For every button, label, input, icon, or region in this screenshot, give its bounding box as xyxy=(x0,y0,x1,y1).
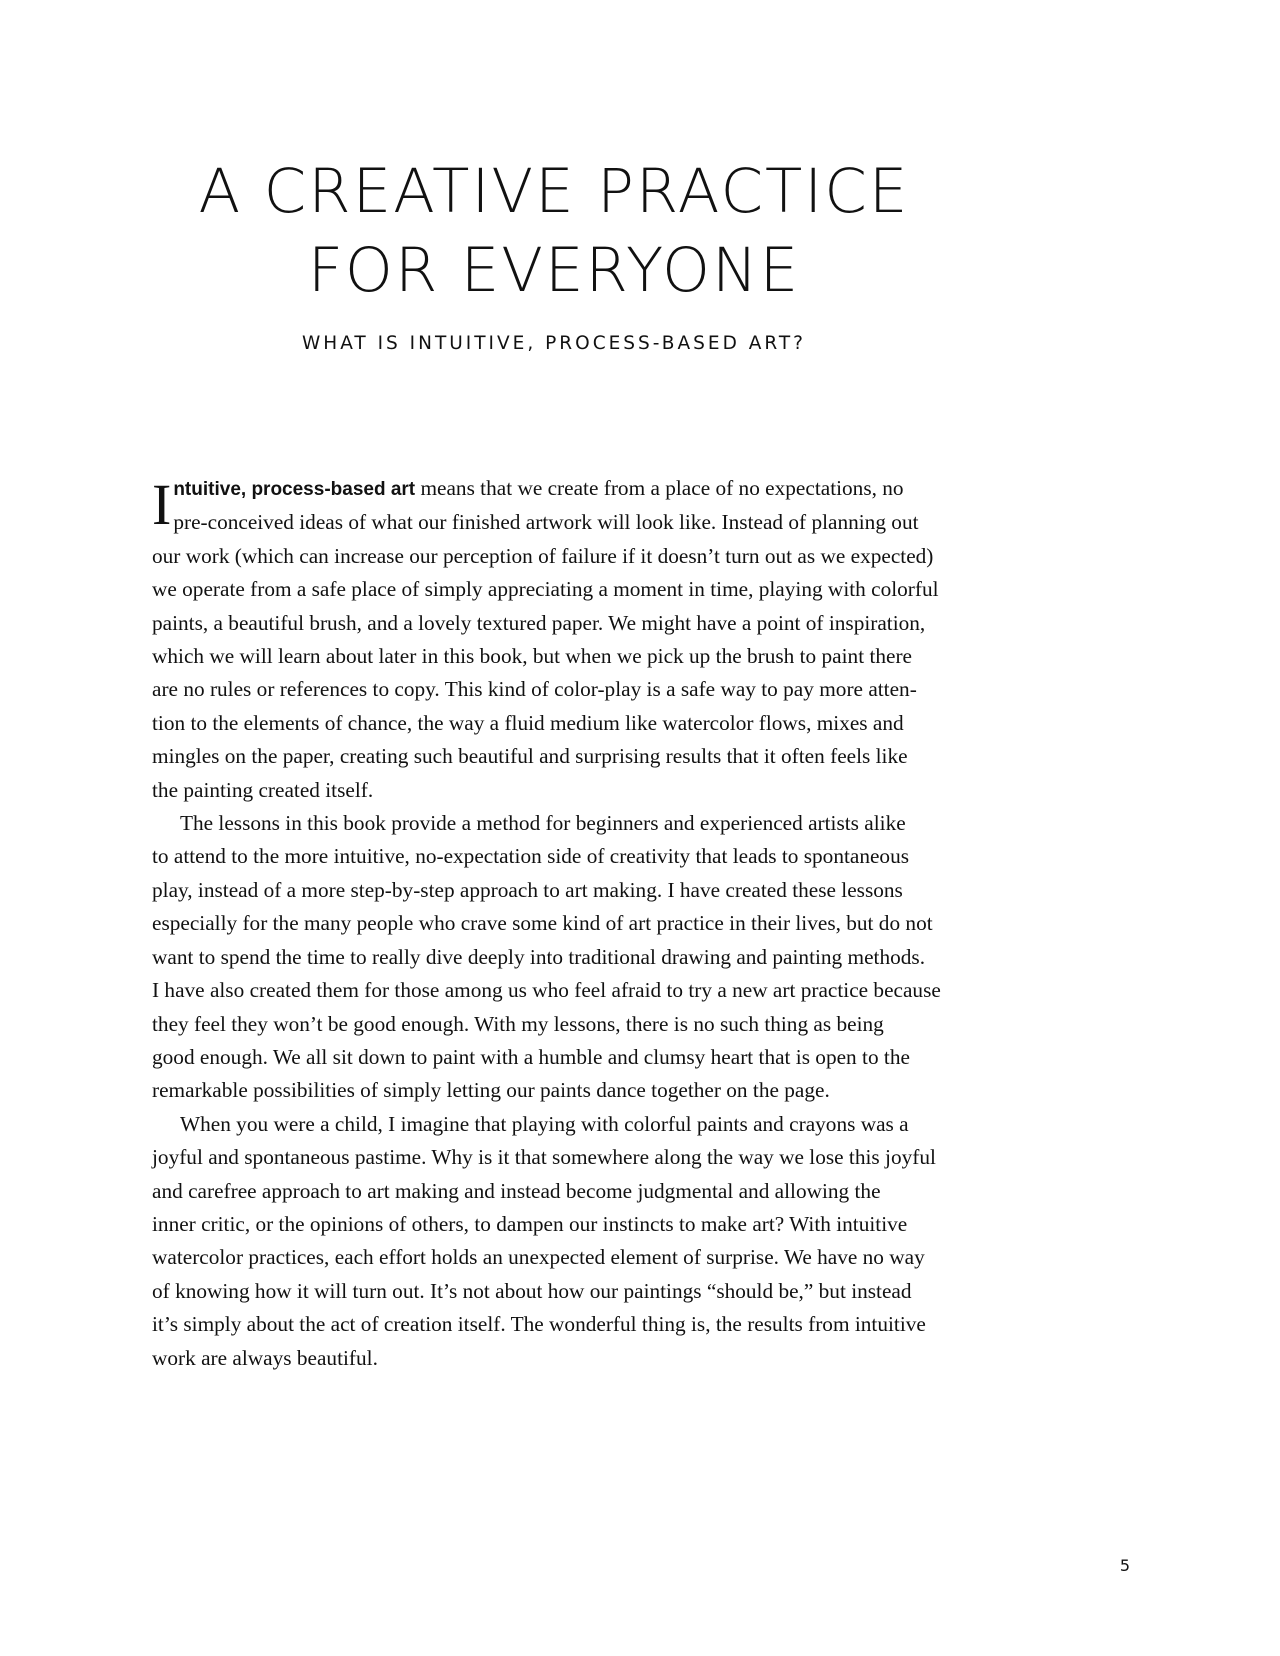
drop-cap: I xyxy=(152,472,172,537)
paragraph-2 xyxy=(152,807,962,1108)
paragraph-2-line: remarkable possibilities of simply letting our paints dance together on the page. xyxy=(152,1078,830,1103)
paragraph-1-line: paints, a beautiful brush, and a lovely textured paper. We might have a point of inspiration, xyxy=(152,610,926,635)
lead-in-text: ntuitive, process-based art xyxy=(173,479,416,500)
paragraph-3-line: When you were a child, I imagine that playing with colorful paints and crayons was a xyxy=(180,1111,909,1136)
paragraph-3-line: of knowing how it will turn out. It’s not about how our paintings “should be,” but instead xyxy=(152,1278,912,1303)
paragraph-1-line: which we will learn about later in this book, but when we pick up the brush to paint there xyxy=(152,644,913,669)
paragraph-1-line: we operate from a safe place of simply appreciating a moment in time, playing with colorful xyxy=(152,577,939,602)
page-title-line-1: A CREATIVE PRACTICE xyxy=(198,156,910,227)
paragraph-1-line: tion to the elements of chance, the way a fluid medium like watercolor flows, mixes and xyxy=(152,710,904,735)
paragraph-2-line: play, instead of a more step-by-step approach to art making. I have created these lessons xyxy=(152,877,903,902)
paragraph-2-line: especially for the many people who crave some kind of art practice in their lives, but do not xyxy=(152,911,933,936)
paragraph-2-line: I have also created them for those among us who feel afraid to try a new art practice because xyxy=(152,978,941,1003)
section-subtitle: WHAT IS INTUITIVE, PROCESS-BASED ART? xyxy=(301,333,806,354)
paragraph-3-line: and carefree approach to art making and instead become judgmental and allowing the xyxy=(152,1178,881,1203)
paragraph-1-line: are no rules or references to copy. This kind of color-play is a safe way to pay more atten- xyxy=(152,677,917,702)
body-text xyxy=(152,472,962,1375)
paragraph-1 xyxy=(152,472,962,807)
paragraph-1-line: mingles on the paper, creating such beautiful and surprising results that it often feels like xyxy=(152,744,908,769)
paragraph-1-line: the painting created itself. xyxy=(152,777,374,802)
paragraph-2-line: The lessons in this book provide a method for beginners and experienced artists alike xyxy=(180,811,906,836)
paragraph-3-line: it’s simply about the act of creation itself. The wonderful thing is, the results from intuitive xyxy=(152,1312,926,1337)
page-number: 5 xyxy=(1119,1556,1131,1575)
paragraph-3 xyxy=(152,1108,962,1375)
page-title xyxy=(0,152,1108,310)
paragraph-1-line: pre-conceived ideas of what our finished artwork will look like. Instead of planning out xyxy=(173,510,919,535)
paragraph-3-line: joyful and spontaneous pastime. Why is it that somewhere along the way we lose this joyful xyxy=(152,1145,936,1170)
paragraph-2-line: they feel they won’t be good enough. With my lessons, there is no such thing as being xyxy=(152,1011,884,1036)
paragraph-1-line xyxy=(152,472,962,506)
paragraph-3-line: inner critic, or the opinions of others, to dampen our instincts to make art? With intuitive xyxy=(152,1211,908,1236)
paragraph-2-line: want to spend the time to really dive deeply into traditional drawing and painting methods. xyxy=(152,944,926,969)
paragraph-3-line: work are always beautiful. xyxy=(152,1345,378,1370)
paragraph-1-line: our work (which can increase our perception of failure if it doesn’t turn out as we expected) xyxy=(152,543,934,568)
paragraph-1-line-text: means that we create from a place of no expectations, no xyxy=(415,476,904,500)
paragraph-2-line: to attend to the more intuitive, no-expectation side of creativity that leads to spontaneous xyxy=(152,844,910,869)
paragraph-2-line: good enough. We all sit down to paint with a humble and clumsy heart that is open to the xyxy=(152,1044,910,1069)
paragraph-3-line: watercolor practices, each effort holds an unexpected element of surprise. We have no way xyxy=(152,1245,925,1270)
page-title-line-2: FOR EVERYONE xyxy=(307,235,801,306)
